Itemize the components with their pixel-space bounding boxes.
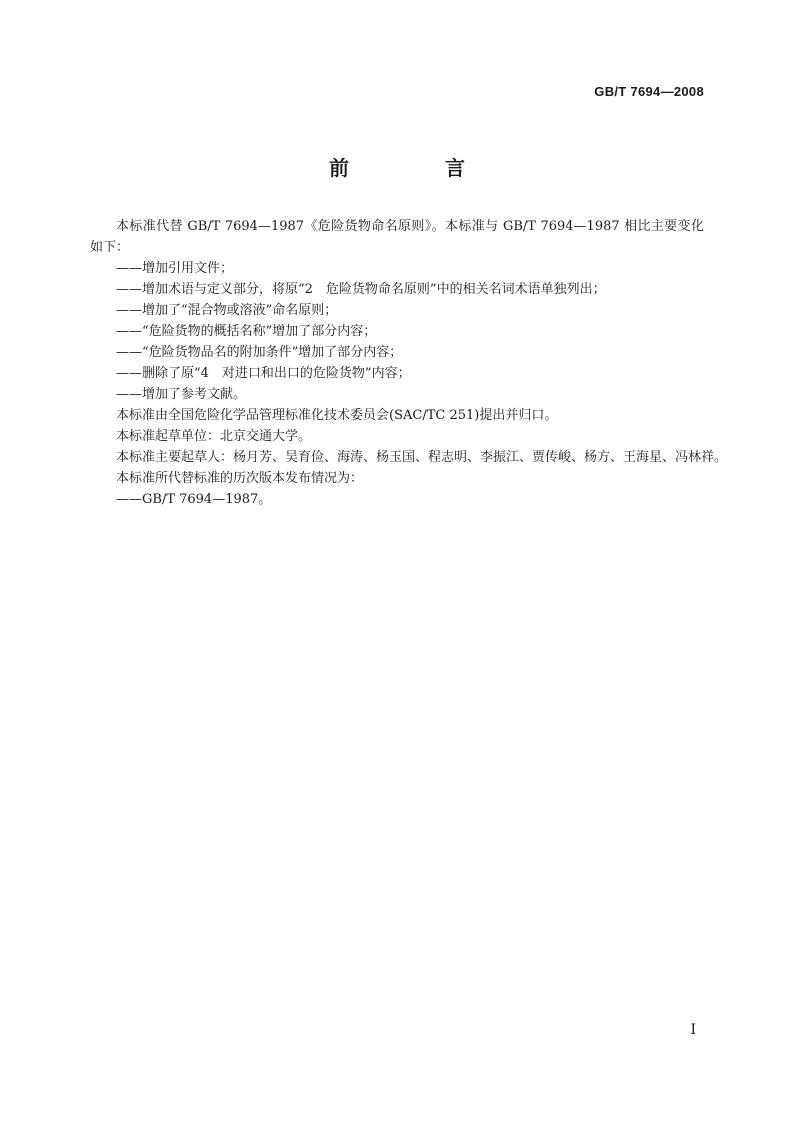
change-item-3: ——增加了“混合物或溶液”命名原则； (116, 303, 338, 318)
drafters-paragraph: 本标准主要起草人：杨月芳、吴育俭、海涛、杨玉国、程志明、李振江、贾传峻、杨方、王海星、冯林祥。 (116, 450, 728, 465)
change-item-6: ——删除了原“4 对进口和出口的危险货物”内容； (116, 366, 411, 381)
proposer-paragraph: 本标准由全国危险化学品管理标准化技术委员会(SAC/TC 251)提出并归口。 (116, 408, 558, 423)
change-item-7: ——增加了参考文献。 (116, 387, 247, 402)
change-item-1: ——增加引用文件； (116, 261, 234, 276)
foreword-body (90, 216, 728, 510)
drafting-unit-paragraph: 本标准起草单位：北京交通大学。 (116, 429, 312, 444)
standard-code: GB/T 7694—2008 (594, 84, 704, 99)
history-item-1: ——GB/T 7694—1987。 (116, 492, 272, 507)
change-item-4: ——“危险货物的概括名称”增加了部分内容； (116, 324, 377, 339)
history-intro-paragraph: 本标准所代替标准的历次版本发布情况为： (116, 471, 364, 486)
intro-paragraph: 本标准代替 GB/T 7694—1987《危险货物命名原则》。本标准与 GB/T 7694—1987 相比主要变化如下： (90, 219, 704, 255)
page-number: I (690, 1022, 696, 1038)
change-item-5: ——“危险货物品名的附加条件”增加了部分内容； (116, 345, 403, 360)
page-title: 前 言 (329, 156, 503, 180)
change-item-2: ——增加术语与定义部分，将原“2 危险货物命名原则”中的相关名词术语单独列出； (116, 282, 606, 297)
